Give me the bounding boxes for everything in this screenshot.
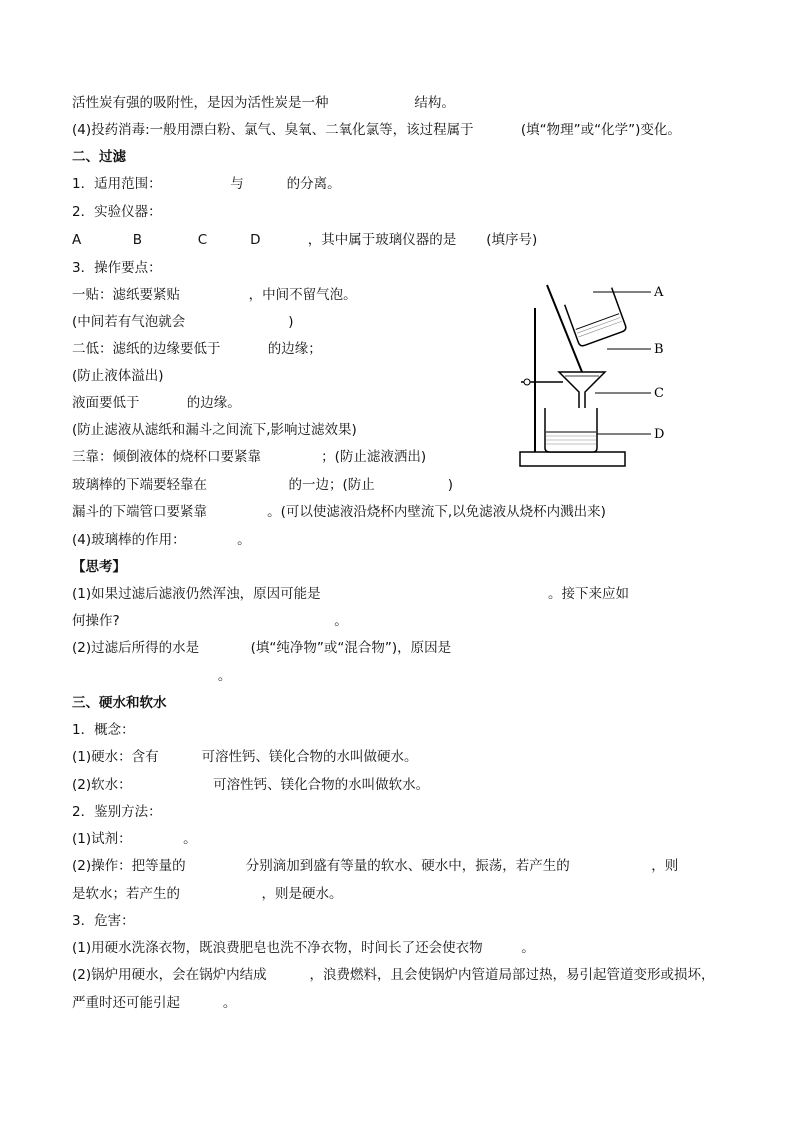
- line-4: 1．适用范围： 与 的分离。: [72, 176, 341, 192]
- label-B: B: [654, 342, 664, 357]
- line-22: 。: [72, 668, 232, 684]
- line-7: 3．操作要点：: [72, 260, 162, 276]
- section-heading-filtration: 二、过滤: [72, 149, 126, 165]
- label-A: A: [654, 285, 664, 300]
- line-10: 二低：滤纸的边缘要低于 的边缘；: [72, 341, 322, 357]
- line-1: 活性炭有强的吸附性，是因为活性炭是一种 结构。: [72, 95, 455, 111]
- line-17: (4)玻璃棒的作用： 。: [72, 532, 251, 548]
- line-12: 液面要低于 的边缘。: [72, 395, 241, 411]
- line-27: 2．鉴别方法：: [72, 804, 162, 820]
- line-26: (2)软水： 可溶性钙、镁化合物的水叫做软水。: [72, 777, 430, 793]
- think-heading: 【思考】: [72, 559, 126, 575]
- filtration-apparatus-figure: [515, 280, 675, 475]
- line-33: (2)锅炉用硬水，会在锅炉内结成 ，浪费燃料，且会使锅炉内管道局部过热，易引起管道变形或损坏，: [72, 967, 715, 983]
- line-31: 3．危害：: [72, 913, 135, 929]
- line-24: 1．概念：: [72, 722, 135, 738]
- line-9: (中间若有气泡就会 ): [72, 314, 294, 330]
- line-32: (1)用硬水洗涤衣物，既浪费肥皂也洗不净衣物，时间长了还会使衣物 。: [72, 940, 535, 956]
- funnel: [559, 372, 605, 410]
- line-19: (1)如果过滤后滤液仍然浑浊，原因可能是 。接下来应如: [72, 586, 630, 602]
- label-C: C: [654, 386, 664, 401]
- line-8: 一贴：滤纸要紧贴 ，中间不留气泡。: [72, 287, 357, 303]
- line-21: (2)过滤后所得的水是 (填“纯净物”或“混合物”)，原因是: [72, 640, 452, 656]
- line-15: 玻璃棒的下端要轻靠在 的一边；(防止 ): [72, 477, 454, 493]
- line-5: 2．实验仪器：: [72, 204, 162, 220]
- line-25: (1)硬水：含有 可溶性钙、镁化合物的水叫做硬水。: [72, 749, 418, 765]
- line-13: (防止滤液从滤纸和漏斗之间流下,影响过滤效果): [72, 422, 357, 438]
- line-29: (2)操作：把等量的 分别滴加到盛有等量的软水、硬水中，振荡，若产生的 ，则: [72, 858, 679, 874]
- pouring-beaker: [565, 288, 627, 347]
- line-14: 三靠：倾倒液体的烧杯口要紧靠 ；(防止滤液洒出): [72, 449, 427, 465]
- line-20: 何操作? 。: [72, 613, 348, 629]
- section-heading-hard-water: 三、硬水和软水: [72, 695, 167, 711]
- receiving-beaker: [545, 408, 597, 452]
- line-16: 漏斗的下端管口要紧靠 。(可以使滤液沿烧杯内壁流下,以免滤液从烧杯内溅出来): [72, 504, 606, 520]
- line-28: (1)试剂： 。: [72, 831, 197, 847]
- label-D: D: [654, 427, 665, 442]
- line-6: A B C D ，其中属于玻璃仪器的是 (填序号): [72, 232, 538, 248]
- line-11: (防止液体溢出): [72, 368, 164, 384]
- line-30: 是软水；若产生的 ，则是硬水。: [72, 886, 343, 902]
- stand-base: [520, 452, 625, 466]
- line-2: (4)投药消毒:一般用漂白粉、氯气、臭氧、二氧化氯等，该过程属于 (填“物理”或“化学”)变化。: [72, 122, 681, 138]
- line-34: 严重时还可能引起 。: [72, 995, 237, 1011]
- filtration-diagram: [515, 280, 675, 475]
